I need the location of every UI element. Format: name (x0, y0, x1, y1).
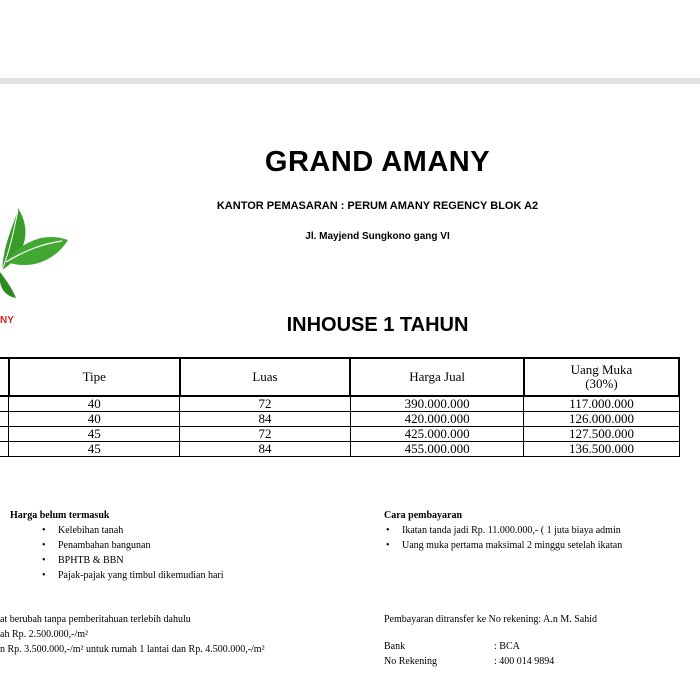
list-item: • Penambahan bangunan (40, 538, 340, 553)
list-item: • Kelebihan tanah (40, 523, 340, 538)
footer-note: n Rp. 3.500.000,-/m² untuk rumah 1 lantai dan Rp. 4.500.000,-/m² (0, 644, 265, 655)
page-divider (0, 78, 700, 84)
payment-method (384, 508, 700, 553)
table-cell: 40 (9, 396, 180, 412)
table-cell: 136.500.000 (524, 442, 679, 457)
table-cell: 40 (9, 412, 180, 427)
list-item: • Ikatan tanda jadi Rp. 11.000.000,- ( 1 juta biaya admin (384, 523, 700, 538)
table-cell (0, 412, 9, 427)
header-cell-uang-muka (524, 358, 679, 396)
uang-muka-label: Uang Muka (570, 362, 633, 377)
table-cell: 84 (180, 442, 351, 457)
header-cell-no (0, 358, 9, 396)
address-line: Jl. Mayjend Sungkono gang VI (305, 231, 450, 242)
table-cell (0, 396, 9, 412)
logo-text: NY (0, 315, 14, 326)
table-cell: 45 (9, 427, 180, 442)
uang-muka-percent: (30%) (585, 376, 618, 391)
table-cell (0, 427, 9, 442)
list-item: • Pajak-pajak yang timbul dikemudian hari (40, 568, 340, 583)
footer-note: at berubah tanpa pemberitahuan terlebih dahulu (0, 614, 191, 625)
price-exclusions (10, 508, 340, 583)
transfer-line: Pembayaran ditransfer ke No rekening: A.n M. Sahid (384, 614, 598, 625)
table-cell: 127.500.000 (524, 427, 679, 442)
table-header-row (0, 358, 679, 396)
office-line: KANTOR PEMASARAN : PERUM AMANY REGENCY BLOK A2 (216, 200, 539, 212)
exclusions-heading: Harga belum termasuk (10, 510, 110, 521)
payment-heading: Cara pembayaran (384, 510, 463, 521)
footer-notes (0, 612, 380, 657)
table-cell (0, 442, 9, 457)
bank-value: : BCA (494, 641, 520, 652)
table-cell: 45 (9, 442, 180, 457)
bank-row (384, 639, 700, 654)
table-cell: 126.000.000 (524, 412, 679, 427)
page-title: GRAND AMANY (264, 146, 491, 178)
table-cell: 455.000.000 (350, 442, 524, 457)
header-cell-harga: Harga Jual (350, 358, 524, 396)
header-cell-tipe: Tipe (9, 358, 180, 396)
account-label: No Rekening (384, 656, 438, 667)
header-cell-luas: Luas (180, 358, 351, 396)
table-cell: 425.000.000 (350, 427, 524, 442)
browser-blank-area (0, 0, 700, 78)
table-cell: 420.000.000 (350, 412, 524, 427)
table-cell: 72 (180, 396, 351, 412)
leaf-logo-icon (0, 200, 72, 300)
section-subtitle: INHOUSE 1 TAHUN (286, 314, 469, 336)
table-row (0, 396, 679, 412)
account-value: : 400 014 9894 (494, 656, 555, 667)
table-cell: 117.000.000 (524, 396, 679, 412)
table-cell: 84 (180, 412, 351, 427)
price-table (0, 357, 680, 457)
table-row (0, 427, 679, 442)
table-cell: 390.000.000 (350, 396, 524, 412)
account-row (384, 654, 700, 669)
list-item: • BPHTB & BBN (40, 553, 340, 568)
bank-label: Bank (384, 641, 406, 652)
table-row (0, 412, 679, 427)
list-item: • Uang muka pertama maksimal 2 minggu setelah ikatan (384, 538, 700, 553)
bank-transfer-info (384, 612, 700, 669)
table-row (0, 442, 679, 457)
table-cell: 72 (180, 427, 351, 442)
footer-note: ah Rp. 2.500.000,-/m² (0, 629, 88, 640)
